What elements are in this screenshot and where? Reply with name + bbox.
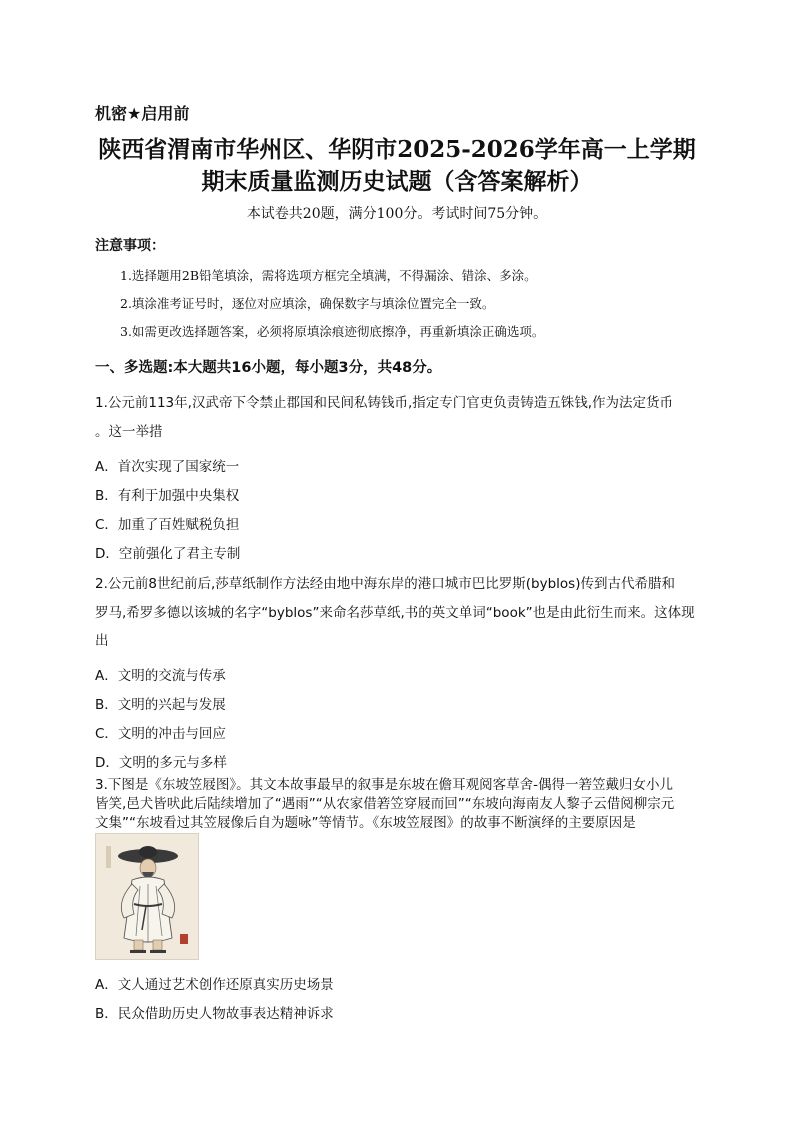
notice-item: 1.选择题用2B铅笔填涂，需将选项方框完全填满，不得漏涂、错涂、多涂。 bbox=[120, 268, 537, 283]
question-2-line2: 罗马,希罗多德以该城的名字“byblos”来命名莎草纸,书的英文单词“book”也是由此衍生而来。这体现 bbox=[95, 604, 695, 621]
question-3-line3: 文集”“东坡看过其笠屐像后自为题咏”等情节。《东坡笠屐图》的故事不断演绎的主要原因是 bbox=[95, 815, 636, 831]
question-2-option-d: D．文明的多元与多样 bbox=[95, 755, 227, 771]
notice-item: 2.填涂准考证号时，逐位对应填涂，确保数字与填涂位置完全一致。 bbox=[120, 296, 495, 311]
question-3-option-b: B．民众借助历史人物故事表达精神诉求 bbox=[95, 1006, 334, 1022]
question-2-line3: 出 bbox=[95, 633, 109, 649]
question-1-line2: 。这一举措 bbox=[95, 423, 163, 440]
question-3-option-a: A．文人通过艺术创作还原真实历史场景 bbox=[95, 977, 334, 993]
question-2-line1: 2.公元前8世纪前后,莎草纸制作方法经由地中海东岸的港口城市巴比罗斯(byblos)传到古代希腊和 bbox=[95, 576, 675, 592]
question-3-line1: 3.下图是《东坡笠屐图》。其文本故事最早的叙事是东坡在儋耳观阅客草舍-偶得一箬笠戴归女小儿 bbox=[95, 777, 674, 793]
question-1-option-c: C．加重了百姓赋税负担 bbox=[95, 517, 240, 533]
question-1-option-a: A．首次实现了国家统一 bbox=[95, 459, 240, 475]
question-2-option-a: A．文明的交流与传承 bbox=[95, 668, 226, 684]
question-1-option-d: D．空前强化了君主专制 bbox=[95, 546, 241, 562]
scholar-figure-icon bbox=[96, 834, 199, 960]
question-1-option-b: B．有利于加强中央集权 bbox=[95, 488, 240, 504]
question-2-option-b: B．文明的兴起与发展 bbox=[95, 697, 226, 713]
question-1-line1: 1.公元前113年,汉武帝下令禁止郡国和民间私铸钱币,指定专门官吏负责铸造五铢钱,作为法定货币 bbox=[95, 395, 674, 411]
question-3-stem bbox=[95, 776, 707, 833]
exam-title-line1: 陕西省渭南市华州区、华阴市2025-2026学年高一上学期 bbox=[98, 136, 696, 163]
question-2-option-c: C．文明的冲击与回应 bbox=[95, 726, 226, 742]
exam-subtitle: 本试卷共20题，满分100分。考试时间75分钟。 bbox=[246, 206, 548, 222]
confidential-label: 机密★启用前 bbox=[95, 104, 190, 123]
dongpo-painting-figure bbox=[95, 833, 199, 960]
question-2-stem bbox=[95, 570, 705, 656]
notice-item: 3.如需更改选择题答案，必须将原填涂痕迹彻底擦净，再重新填涂正确选项。 bbox=[120, 324, 545, 339]
question-3-line2: 皆笑,邑犬皆吠此后陆续增加了“遇雨”“从农家借箬笠穿屐而回”“东坡向海南友人黎子云借阅柳宗元 bbox=[95, 796, 675, 812]
notice-heading: 注意事项： bbox=[95, 238, 165, 254]
question-1-stem bbox=[95, 389, 705, 446]
exam-title-line2: 期末质量监测历史试题（含答案解析） bbox=[201, 168, 593, 195]
section-heading: 一、多选题:本大题共16小题，每小题3分，共48分。 bbox=[95, 360, 442, 376]
